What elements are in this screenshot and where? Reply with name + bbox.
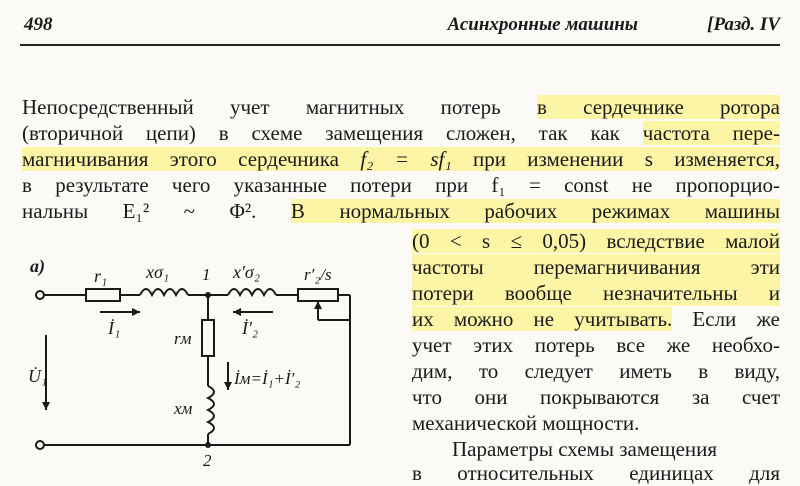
label-node1: 1 xyxy=(202,265,211,284)
highlighted-text: В нормальных рабочих режимах машины xyxy=(290,199,780,223)
paragraph2-line8: механической мощности. xyxy=(412,411,640,435)
paragraph2-line7: что они покрываются за счет xyxy=(412,385,780,409)
highlighted-text: при изменении s изменяется, xyxy=(451,147,780,171)
highlighted-text: в сердечнике ротора xyxy=(536,95,780,119)
paragraph1-line4: в результате чего указанные потери при f₁ = const не пропорцио- xyxy=(22,173,780,197)
paragraph3-line2: в относительных единицах для xyxy=(412,461,780,485)
highlighted-text: (0 < s ≤ 0,05) xyxy=(412,229,587,253)
text-run: Непосредственный учет магнитных потерь xyxy=(22,95,537,119)
paragraph2-line1 xyxy=(412,228,780,254)
formula-f2: f₂ = sf₁ xyxy=(360,147,452,171)
page-header xyxy=(24,14,780,44)
equivalent-circuit-diagram xyxy=(28,250,388,470)
current-arrow-im xyxy=(224,382,232,390)
label-r2s: r′₂/s xyxy=(304,265,332,284)
inductor-xm xyxy=(208,386,214,434)
paragraph1-line3 xyxy=(22,146,780,172)
paragraph2-line2: частоты перемагничивания эти xyxy=(412,255,780,279)
resistor-r2-over-s xyxy=(298,289,338,301)
current-arrow-i1 xyxy=(132,308,140,316)
resistor-rm xyxy=(202,320,214,356)
label-xs2: x′σ₂ xyxy=(233,262,261,282)
inductor-xs2 xyxy=(228,289,276,295)
terminal-bottom-left xyxy=(36,441,44,449)
highlighted-text: магничивания этого сердечника xyxy=(22,147,361,171)
label-xs1: xσ₁ xyxy=(146,262,170,282)
section-label: [Разд. IV xyxy=(707,14,780,35)
paragraph3-line1: Параметры схемы замещения xyxy=(452,437,718,461)
node-1-dot xyxy=(205,292,211,298)
paragraph2-line6: дим, то следует иметь в виду, xyxy=(412,359,780,383)
header-rule xyxy=(20,44,780,46)
paragraph2-line5: учет этих потерь все же необхо- xyxy=(412,333,780,357)
label-r1: r₁ xyxy=(94,266,108,286)
page-number: 498 xyxy=(24,14,53,35)
text-run: Если же xyxy=(672,307,781,331)
node-2-dot xyxy=(205,442,211,448)
label-i1: İ₁ xyxy=(108,318,121,338)
paragraph2-line3: потери вообще незначительны и xyxy=(412,281,780,305)
label-u1: U̇₁ xyxy=(28,366,48,386)
text-run: (вторичной цепи) в схеме замещения сложен, так как xyxy=(22,121,643,145)
paragraph1-line1 xyxy=(22,94,780,120)
text-run: нальны E₁² ~ Φ². xyxy=(22,199,291,223)
paragraph2-line4 xyxy=(412,306,780,332)
terminal-top-left xyxy=(36,291,44,299)
figure-label: а) xyxy=(30,256,45,276)
current-arrow-i2 xyxy=(233,308,241,316)
highlighted-text: вследствие малой xyxy=(586,229,781,253)
label-rm: rм xyxy=(174,329,192,348)
paragraph1-line2 xyxy=(22,120,780,146)
label-i2: İ′₂ xyxy=(242,318,259,338)
adjust-arrow xyxy=(314,301,322,309)
label-node2: 2 xyxy=(203,451,212,470)
label-xm: xм xyxy=(174,399,193,418)
inductor-xs1 xyxy=(140,289,188,295)
chapter-title: Асинхронные машины xyxy=(447,14,638,35)
resistor-r1 xyxy=(86,289,120,301)
paragraph1-line5 xyxy=(22,198,780,224)
highlighted-text: их можно не учитывать. xyxy=(412,307,673,331)
highlighted-text: частота пере- xyxy=(642,121,780,145)
voltage-arrow-u1 xyxy=(42,402,50,410)
label-im-equation: İм=İ₁+İ′₂ xyxy=(234,369,301,388)
